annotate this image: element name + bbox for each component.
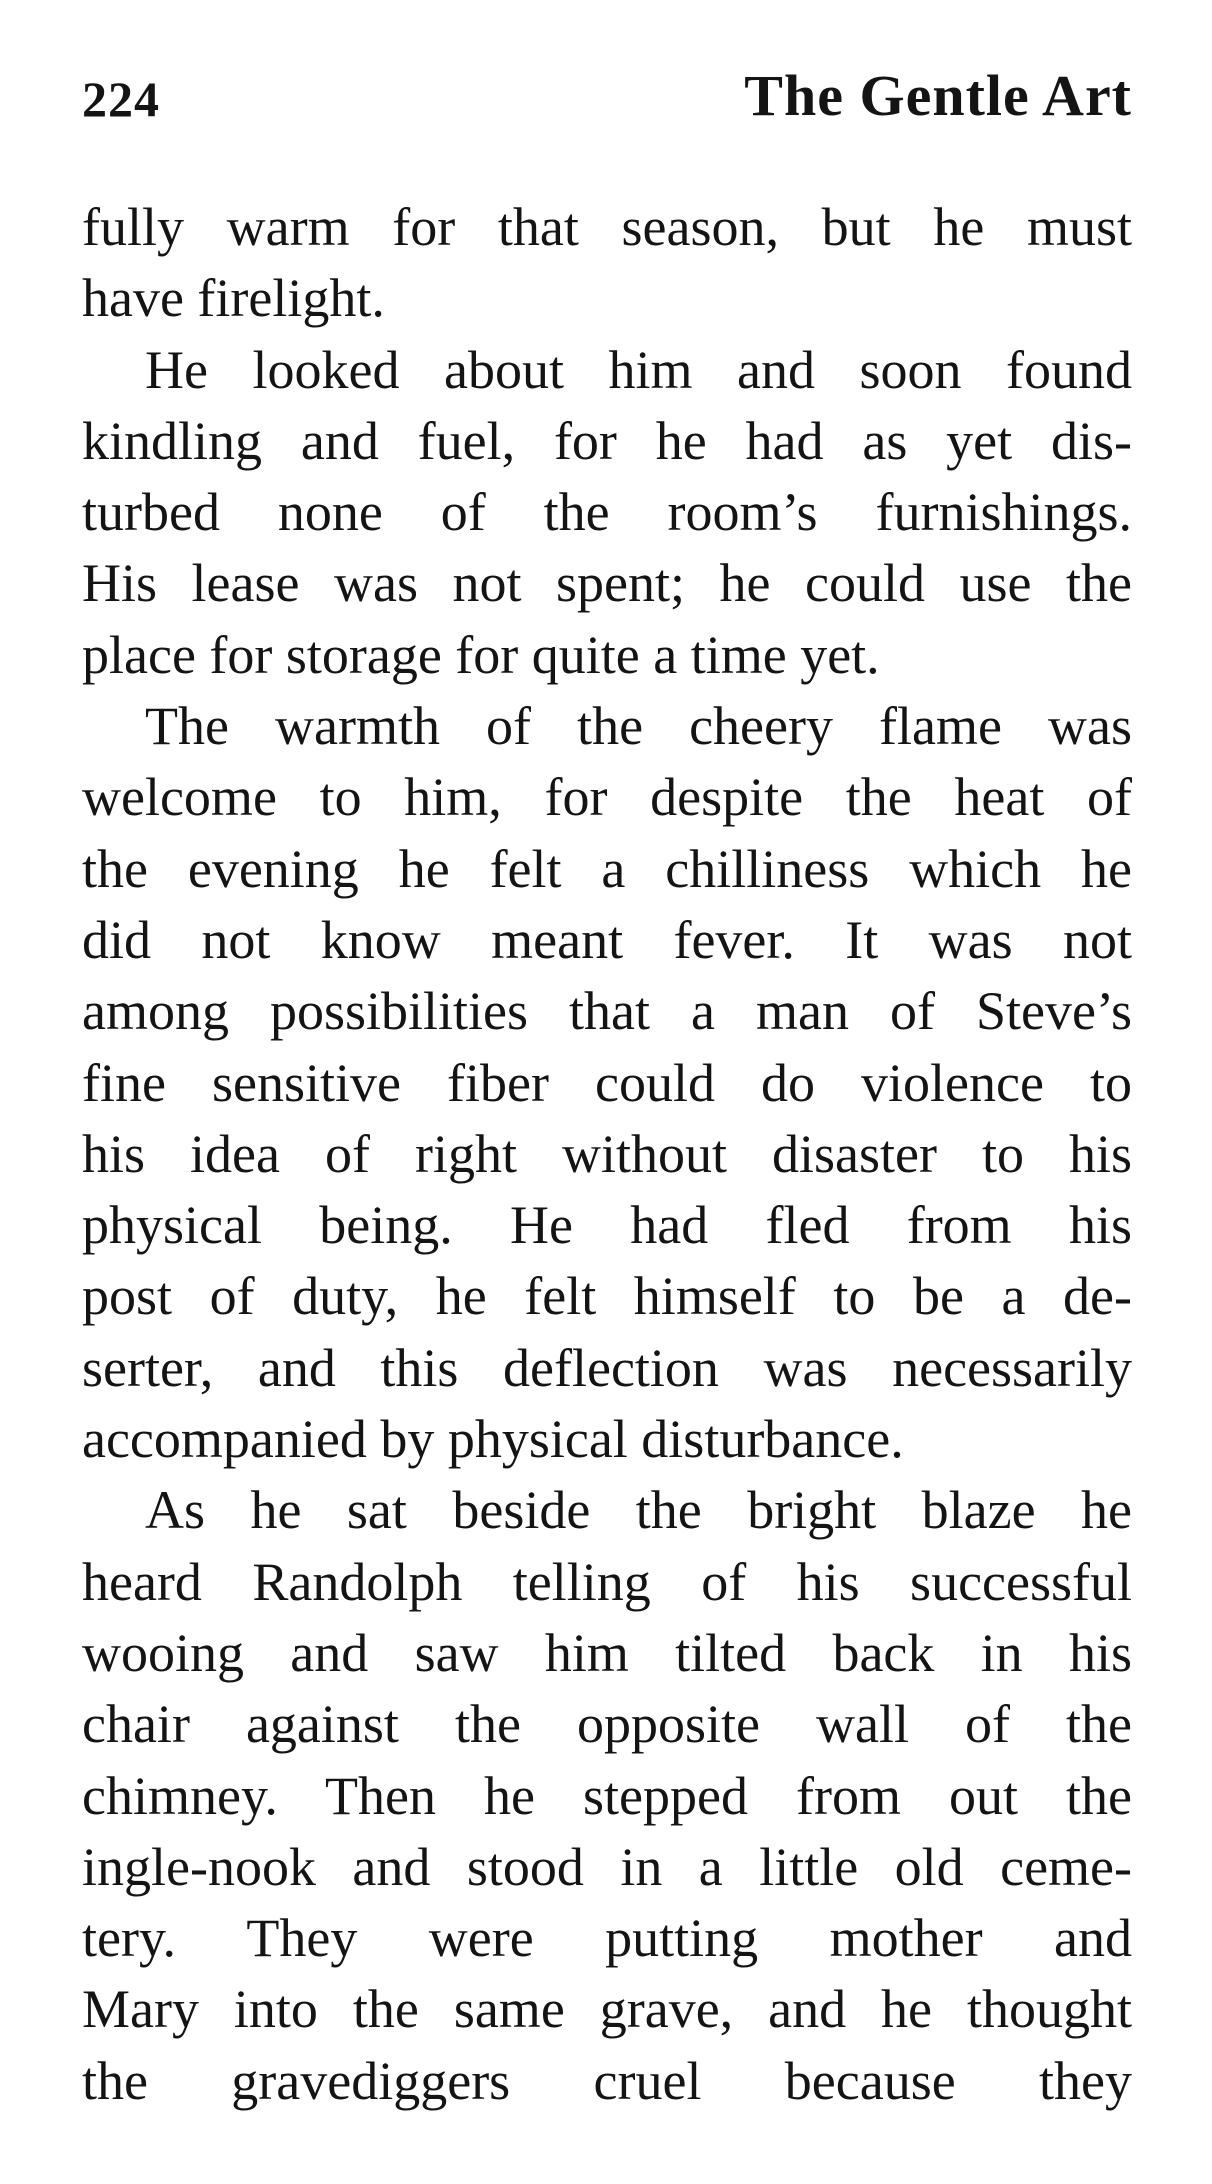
text-line: wooing and saw him tilted back in his xyxy=(82,1622,1132,1683)
running-header xyxy=(82,62,1132,142)
page-number: 224 xyxy=(82,71,160,127)
text-line: the evening he felt a chilliness which he xyxy=(82,838,1132,899)
text-line: fully warm for that season, but he must xyxy=(82,197,1132,257)
running-title: The Gentle Art xyxy=(744,63,1132,128)
text-line: did not know meant fever. It was not xyxy=(82,909,1132,970)
text-line: chair against the opposite wall of the xyxy=(82,1694,1132,1755)
text-line: His lease was not spent; he could use the xyxy=(82,553,1132,614)
text-line: accompanied by physical disturbance. xyxy=(82,1409,904,1470)
text-line: place for storage for quite a time yet. xyxy=(82,624,880,685)
text-line: kindling and fuel, for he had as yet dis- xyxy=(82,410,1132,471)
text-line: post of duty, he felt himself to be a de- xyxy=(82,1266,1132,1327)
text-line: welcome to him, for despite the heat of xyxy=(82,767,1132,828)
text-line: among possibilities that a man of Steve’s xyxy=(82,981,1132,1042)
text-line: As he sat beside the bright blaze he xyxy=(145,1480,1132,1541)
text-line: The warmth of the cheery flame was xyxy=(145,696,1132,757)
text-line: tery. They were putting mother and xyxy=(82,1908,1132,1969)
text-line: chimney. Then he stepped from out the xyxy=(82,1765,1132,1826)
text-line: serter, and this deflection was necessarily xyxy=(82,1337,1132,1398)
text-line: fine sensitive fiber could do violence to xyxy=(82,1052,1132,1113)
text-line: He looked about him and soon found xyxy=(145,339,1132,400)
text-line: have firelight. xyxy=(82,268,385,329)
text-line: his idea of right without disaster to his xyxy=(82,1123,1132,1184)
text-line: heard Randolph telling of his successful xyxy=(82,1551,1132,1612)
text-line: the gravediggers cruel because they xyxy=(82,2050,1132,2111)
text-line: physical being. He had fled from his xyxy=(82,1195,1132,1256)
text-line: turbed none of the room’s furnishings. xyxy=(82,482,1132,543)
text-line: Mary into the same grave, and he thought xyxy=(82,1979,1132,2040)
body-text xyxy=(82,192,1132,2117)
text-line: ingle-nook and stood in a little old ceme- xyxy=(82,1836,1132,1897)
